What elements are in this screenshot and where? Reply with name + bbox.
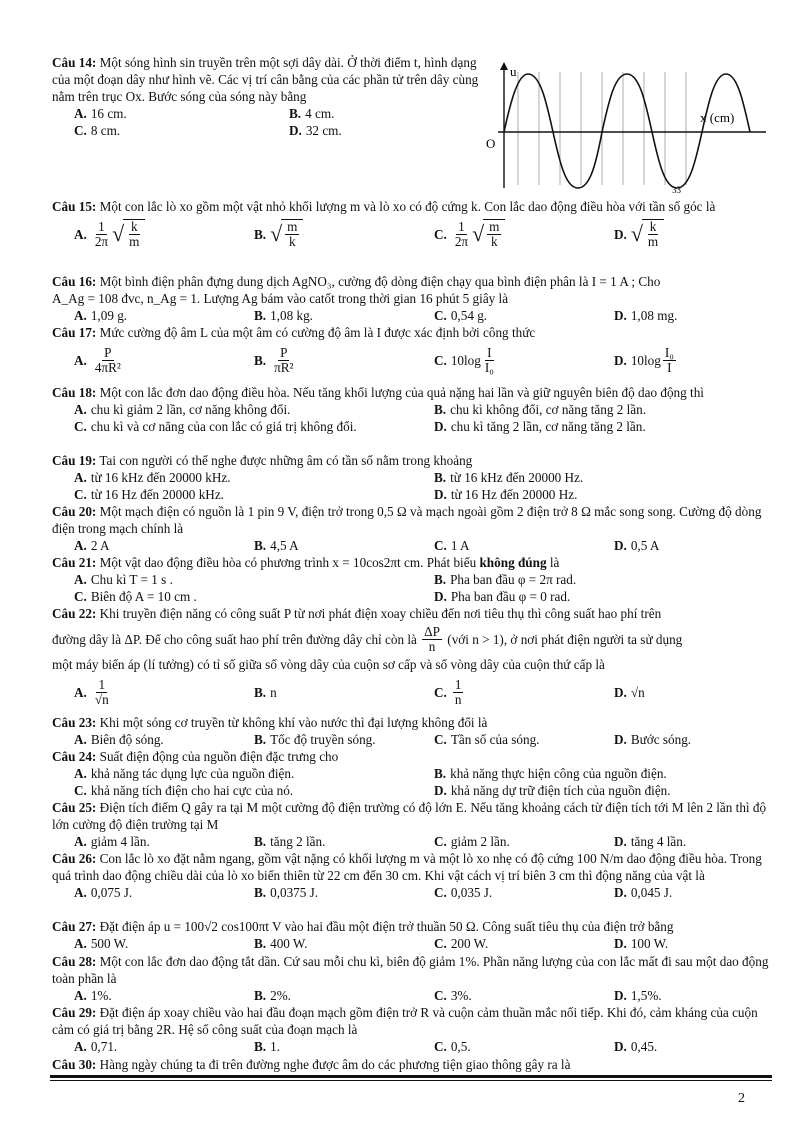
question-stem: Đặt điện áp xoay chiều vào hai đầu đoạn mạch gồm điện trở R và cuộn cảm thuần mắc nối tiếp. Khi đó, cảm kháng của cuộn cảm có giá trị bằng 2R. Hệ số công suất của đoạn mạch là [52,1005,758,1037]
footer-rule [50,1075,772,1078]
option-a[interactable]: A. giảm 4 lần. [74,834,150,849]
option-d[interactable]: D. 0,045 J. [614,885,673,900]
option-d[interactable]: D. Pha ban đầu φ = 0 rad. [434,589,571,604]
option-d[interactable]: D. 0,5 A [614,538,660,553]
options [52,731,772,748]
option-c[interactable]: C. giảm 2 lần. [434,834,510,849]
options [52,935,772,952]
option-c[interactable]: C. 0,54 g. [434,308,488,323]
option-c[interactable]: C. từ 16 Hz đến 20000 kHz. [74,487,224,502]
question-stem: Đặt điện áp u = 100√2 cos100πt V vào hai đầu một điện trở thuần 50 Ω. Công suất tiêu thụ của điện trở bằng [99,919,674,934]
options [52,469,772,503]
question-stem: Một con lắc đơn dao động tắt dần. Cứ sau mỗi chu kì, biên độ giảm 1%. Phần năng lượng của con lắc mất đi sau một dao động toàn phần là [52,954,769,986]
options [52,765,772,799]
option-b[interactable]: B. tăng 2 lần. [254,834,326,849]
option-c[interactable]: C. $\frac{1}{2\pi}$ √ $\frac{m}{k}$ [412,215,592,253]
options [52,341,772,379]
option-d[interactable]: D. khả năng dự trữ điện tích của nguồn điện. [434,783,671,798]
question-stem: Tai con người có thể nghe được những âm có tần số nằm trong khoảng [99,453,473,468]
option-a[interactable]: A. Biên độ sóng. [74,732,164,747]
question-17: Câu 17: Mức cường độ âm L của một âm có cường độ âm là I được xác định bởi công thức A. $\frac{P}{\text{4πR²}}$ B. $\frac{P}{\text{πR²}}$ C. 10log $\frac{I}{\text{I₀}}$ D. 10log $\frac{\text{I₀}}{I}$ [52,324,772,379]
option-d[interactable]: D. 10log $\frac{\text{I₀}}{I}$ [614,344,674,375]
option-a[interactable]: A. $\frac{1}{2\pi}$ √ $\frac{k}{m}$ [52,215,232,253]
option-a[interactable]: A. 2 A [74,538,110,553]
question-22: Câu 22: Khi truyền điện năng có công suất P từ nơi phát điện xoay chiều đến nơi tiêu thụ thì công suất hao phí trên đường dây là ΔP. Để cho công suất hao phí trên đường dây chỉ còn là $\frac{\Delta P}{n}$ (với n > 1), ở nơi phát điện người ta sử dụng một máy biến áp (lí tưởng) có tỉ số giữa số vòng dây của cuộn sơ cấp và số vòng dây của cuộn thứ cấp là A. $\frac{1}{√n}$ B. n C. $\frac{1}{n}$ D. √n [52,605,772,711]
option-a[interactable]: A. từ 16 kHz đến 20000 kHz. [74,470,231,485]
question-stem: Hàng ngày chúng ta đi trên đường nghe được âm do các phương tiện giao thông gây ra là [99,1057,571,1072]
option-a[interactable]: A. 1%. [74,988,112,1003]
option-c[interactable]: C. Tần số của sóng. [434,732,540,747]
option-d[interactable]: D. 0,45. [614,1039,658,1054]
options [52,215,772,253]
option-c[interactable]: C. khả năng tích điện cho hai cực của nó. [74,783,294,798]
question-stem: Một con lắc đơn dao động điều hòa. Nếu tăng khối lượng của quả nặng hai lần và giữ nguyên biên độ dao động thì [99,385,704,400]
option-d[interactable]: D. từ 16 Hz đến 20000 Hz. [434,487,578,502]
question-stem: Một mạch điện có nguồn là 1 pin 9 V, điện trở trong 0,5 Ω và mạch ngoài gồm 2 điện trở 8 Ω mắc song song. Cường độ dòng điện trong mạch chính là [52,504,762,536]
option-a[interactable]: A. 500 W. [74,936,129,951]
u-axis-label: u [510,64,517,79]
question-20: Câu 20: Một mạch điện có nguồn là 1 pin 9 V, điện trở trong 0,5 Ω và mạch ngoài gồm 2 điện trở 8 Ω mắc song song. Cường độ dòng điện trong mạch chính là A. 2 A B. 4,5 A C. 1 A D. 0,5 A [52,503,772,554]
options [52,884,772,901]
options [52,1038,772,1055]
option-a[interactable]: A. Chu kì T = 1 s . [74,572,173,587]
option-b[interactable]: B. 0,0375 J. [254,885,319,900]
question-23: Câu 23: Khi một sóng cơ truyền từ không khí vào nước thì đại lượng không đổi là A. Biên độ sóng. B. Tốc độ truyền sóng. C. Tần số của sóng. D. Bước sóng. [52,714,772,748]
question-30: Câu 30: Hàng ngày chúng ta đi trên đường nghe được âm do các phương tiện giao thông gây ra là [52,1057,571,1072]
option-a[interactable]: A. $\frac{1}{√n}$ [74,676,109,707]
question-21: Câu 21: Một vật dao động điều hòa có phương trình x = 10cos2πt cm. Phát biểu không đúng là A. Chu kì T = 1 s . B. Pha ban đầu φ = 2π rad. C. Biên độ A = 10 cm . D. Pha ban đầu φ = 0 rad. [52,554,772,605]
option-d[interactable]: D. √n [614,684,645,700]
option-b[interactable]: B. chu kì không đổi, cơ năng tăng 2 lần. [434,402,647,417]
question-28: Câu 28: Một con lắc đơn dao động tắt dần. Cứ sau mỗi chu kì, biên độ giảm 1%. Phần năng lượng của con lắc mất đi sau một dao động toàn phần là A. 1%. B. 2%. C. 3%. D. 1,5%. [52,953,772,1004]
option-d[interactable]: D. chu kì tăng 2 lần, cơ năng tăng 2 lần. [434,419,646,434]
option-d[interactable]: D. √ $\frac{k}{m}$ [592,215,772,253]
option-a[interactable]: A. khả năng tác dụng lực của nguồn điện. [74,766,295,781]
option-b[interactable]: B. n [254,684,277,700]
option-c[interactable]: C. $\frac{1}{n}$ [434,676,462,707]
question-25: Câu 25: Điện tích điểm Q gây ra tại M một cường độ điện trường có độ lớn E. Nếu tăng khoảng cách từ điện tích tới M lên 2 lần thì độ lớn cường độ điện trường tại M A. giảm 4 lần. B. tăng 2 lần. C. giảm 2 lần. D. tăng 4 lần. [52,799,772,850]
option-c[interactable]: C. 0,035 J. [434,885,493,900]
question-29: Câu 29: Đặt điện áp xoay chiều vào hai đầu đoạn mạch gồm điện trở R và cuộn cảm thuần mắc nối tiếp. Khi đó, cảm kháng của cuộn cảm có giá trị bằng 2R. Hệ số công suất của đoạn mạch là A. 0,71. B. 1. C. 0,5. D. 0,45. [52,1004,772,1055]
question-15: Câu 15: Một con lắc lò xo gồm một vật nhỏ khối lượng m và lò xo có độ cứng k. Con lắc dao động điều hòa với tần số góc là A. $\frac{1}{2\pi}$ √ $\frac{k}{m}$ B. √ $\frac{m}{k}$ C. $\frac{1}{2\pi}$ √ $\frac{m}{k}$ D. √ $\frac{k}{m}$ [52,198,772,253]
options [52,401,772,435]
option-c[interactable]: C. 3%. [434,988,472,1003]
tick-label: 33 [672,185,681,195]
option-c[interactable]: C. 0,5. [434,1039,471,1054]
question-14 [52,54,482,139]
question-24: Câu 24: Suất điện động của nguồn điện đặc trưng cho A. khả năng tác dụng lực của nguồn điện. B. khả năng thực hiện công của nguồn điện. C. khả năng tích điện cho hai cực của nó. D. khả năng dự trữ điện tích của nguồn điện. [52,748,772,799]
option-b[interactable]: B. từ 16 kHz đến 20000 Hz. [434,470,584,485]
option-c[interactable]: C. Biên độ A = 10 cm . [74,589,197,604]
question-stem: Khi một sóng cơ truyền từ không khí vào nước thì đại lượng không đổi là [99,715,488,730]
option-b[interactable]: B. 2%. [254,988,291,1003]
option-b[interactable]: B. 400 W. [254,936,308,951]
question-stem: Điện tích điểm Q gây ra tại M một cường độ điện trường có độ lớn E. Nếu tăng khoảng cách từ điện tích tới M lên 2 lần thì độ lớn cường độ điện trường tại M [52,800,767,832]
x-axis-label: x (cm) [700,110,735,125]
option-d[interactable]: D. Bước sóng. [614,732,692,747]
origin-label: O [486,136,496,151]
options [52,105,482,139]
option-c[interactable]: C. chu kì và cơ năng của con lắc có giá trị không đổi. [74,419,357,434]
footer-rule-thin [50,1080,772,1081]
option-c[interactable]: C. 8 cm. [74,123,121,138]
question-stem: A_Ag = 108 đvc, n_Ag = 1. Lượng Ag bám vào catốt trong thời gian 16 phút 5 giây là [52,291,509,306]
question-19: Câu 19: Tai con người có thể nghe được những âm có tần số nằm trong khoảng A. từ 16 kHz đến 20000 kHz. B. từ 16 kHz đến 20000 Hz. C. từ 16 Hz đến 20000 kHz. D. từ 16 Hz đến 20000 Hz. [52,452,772,503]
question-16: Câu 16: Một bình điện phân đựng dung dịch AgNO₃, cường độ dòng điện chạy qua bình điện phân là I = 1 A ; Cho A_Ag = 108 đvc, n_Ag = 1. Lượng Ag bám vào catốt trong thời gian 16 phút 5 giây là A. 1,09 g. B. 1,08 kg. C. 0,54 g. D. 1,08 mg. [52,273,772,324]
options [52,833,772,850]
sine-wave [504,74,750,188]
option-b[interactable]: B. Pha ban đầu φ = 2π rad. [434,572,577,587]
page-number: 2 [738,1091,745,1106]
options [52,537,772,554]
option-d[interactable]: D. 1,5%. [614,988,662,1003]
option-a[interactable]: A. 16 cm. [74,106,127,121]
options [52,307,772,324]
option-a[interactable]: A. $\frac{P}{\text{4πR²}}$ [74,344,121,375]
question-18: Câu 18: Một con lắc đơn dao động điều hòa. Nếu tăng khối lượng của quả nặng hai lần và giữ nguyên biên độ dao động thì A. chu kì giảm 2 lần, cơ năng không đổi. B. chu kì không đổi, cơ năng tăng 2 lần. C. chu kì và cơ năng của con lắc có giá trị không đổi. D. chu kì tăng 2 lần, cơ năng tăng 2 lần. [52,384,772,435]
question-stem: Một sóng hình sin truyền trên một sợi dây dài. Ở thời điểm t, hình dạng của một đoạn dây như hình vẽ. Các vị trí cân bằng của các phần tử trên dây cùng nằm trên trục Ox. Bước sóng của sóng này bằng [52,55,479,104]
option-d[interactable]: D. 100 W. [614,936,669,951]
option-b[interactable]: B. 4,5 A [254,538,299,553]
option-b[interactable]: B. $\frac{P}{\text{πR²}}$ [254,344,294,375]
option-d[interactable]: D. 32 cm. [289,123,342,138]
option-a[interactable]: A. chu kì giảm 2 lần, cơ năng không đổi. [74,402,291,417]
question-stem: Con lắc lò xo đặt nằm ngang, gồm vật nặng có khối lượng m và một lò xo nhẹ có độ cứng 100 N/m dao động điều hòa. Trong quá trình dao động chiều dài của lò xo biến thiên từ 22 cm đến 30 cm. Khi vật cách vị trí biên 3 cm thì động năng của vật là [52,851,762,883]
options [52,987,772,1004]
option-b[interactable]: B. khả năng thực hiện công của nguồn điện. [434,766,667,781]
option-b[interactable]: B. √ $\frac{m}{k}$ [232,215,412,253]
option-c[interactable]: C. 1 A [434,538,470,553]
option-d[interactable]: D. 1,08 mg. [614,308,678,323]
wave-figure [478,60,768,195]
question-27: Câu 27: Đặt điện áp u = 100√2 cos100πt V vào hai đầu một điện trở thuần 50 Ω. Công suất tiêu thụ của điện trở bằng A. 500 W. B. 400 W. C. 200 W. D. 100 W. [52,918,772,952]
option-c[interactable]: C. 10log $\frac{I}{\text{I₀}}$ [434,344,494,375]
question-stem: Mức cường độ âm L của một âm có cường độ âm là I được xác định bởi công thức [99,325,536,340]
option-b[interactable]: B. 4 cm. [289,106,335,121]
question-stem: Một con lắc lò xo gồm một vật nhỏ khối lượng m và lò xo có độ cứng k. Con lắc dao động điều hòa với tần số góc là [99,199,716,214]
u-axis-arrow [500,62,508,70]
option-a[interactable]: A. 0,075 J. [74,885,133,900]
option-d[interactable]: D. tăng 4 lần. [614,834,687,849]
question-number: Câu 14: [52,55,97,70]
option-a[interactable]: A. 0,71. [74,1039,118,1054]
question-26: Câu 26: Con lắc lò xo đặt nằm ngang, gồm vật nặng có khối lượng m và một lò xo nhẹ có độ cứng 100 N/m dao động điều hòa. Trong quá trình dao động chiều dài của lò xo biến thiên từ 22 cm đến 30 cm. Khi vật cách vị trí biên 3 cm thì động năng của vật là A. 0,075 J. B. 0,0375 J. C. 0,035 J. D. 0,045 J. [52,850,772,901]
option-b[interactable]: B. 1,08 kg. [254,308,313,323]
option-c[interactable]: C. 200 W. [434,936,489,951]
options [52,571,772,605]
question-stem: Suất điện động của nguồn điện đặc trưng cho [99,749,339,764]
option-b[interactable]: B. Tốc độ truyền sóng. [254,732,376,747]
option-a[interactable]: A. 1,09 g. [74,308,128,323]
option-b[interactable]: B. 1. [254,1039,280,1054]
options [52,673,772,711]
